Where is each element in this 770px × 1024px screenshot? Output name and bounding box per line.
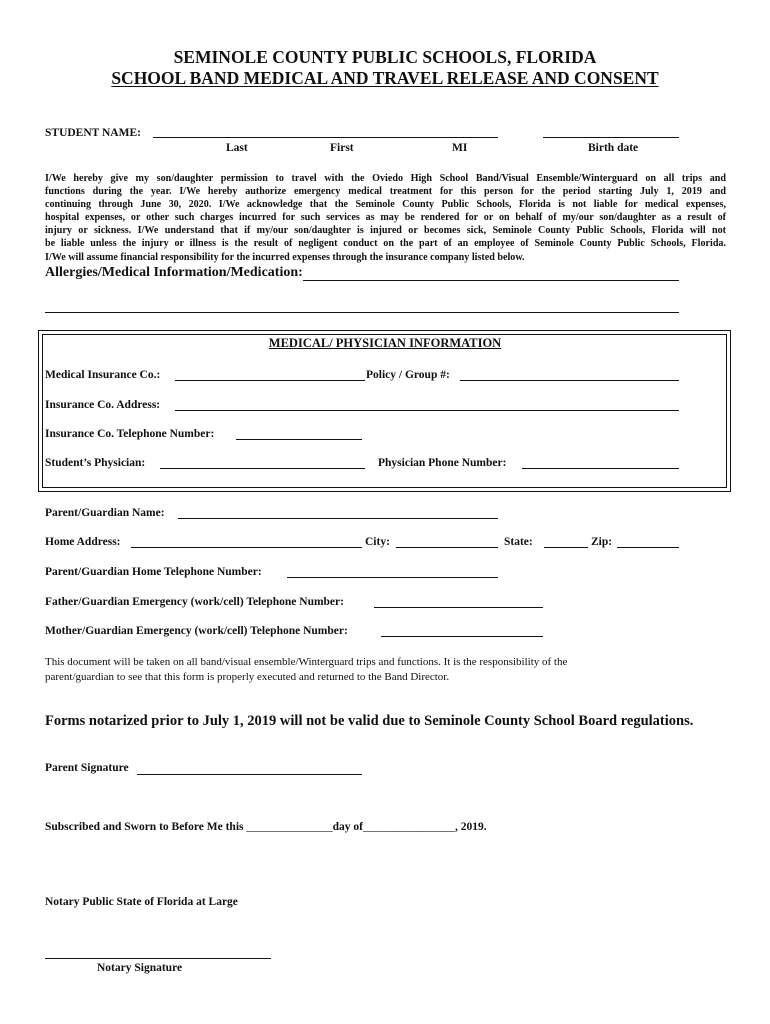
insurance-phone-label: Insurance Co. Telephone Number:: [45, 428, 215, 440]
allergies-field[interactable]: [303, 280, 679, 281]
guardian-name-field[interactable]: [178, 518, 498, 519]
consent-line: continuing through June 30, 2020. I/We acknowledge that the Seminole County Public Schools, Florida is not liable for medical expenses,: [45, 199, 726, 211]
notary-signature-field[interactable]: [45, 958, 271, 959]
sworn-prefix: Subscribed and Sworn to Before Me this: [45, 821, 244, 833]
form-title-line1: SEMINOLE COUNTY PUBLIC SCHOOLS, FLORIDA: [173, 47, 597, 67]
city-label: City:: [365, 536, 390, 548]
note-line: This document will be taken on all band/visual ensemble/Winterguard trips and functions. It is the responsibility of the: [45, 656, 568, 668]
allergies-field-line2[interactable]: [45, 312, 679, 313]
last-name-caption: Last: [226, 142, 248, 154]
sworn-statement: [45, 821, 487, 833]
birth-date-caption: Birth date: [588, 142, 639, 154]
policy-group-label: Policy / Group #:: [366, 369, 450, 381]
form-title-text: SCHOOL BAND MEDICAL AND TRAVEL RELEASE AND CONSENT: [111, 68, 659, 88]
consent-paragraph: [45, 172, 726, 264]
notarization-warning: Forms notarized prior to July 1, 2019 will not be valid due to Seminole County School Board regulations.: [45, 713, 694, 729]
parent-signature-label: Parent Signature: [45, 762, 129, 774]
birth-date-field[interactable]: [543, 137, 679, 138]
form-title-line2: [0, 68, 770, 89]
state-field[interactable]: [544, 547, 588, 548]
father-phone-label: Father/Guardian Emergency (work/cell) Telephone Number:: [45, 596, 344, 608]
insurance-phone-field[interactable]: [236, 439, 362, 440]
consent-line: I/We hereby give my son/daughter permission to travel with the Oviedo High School Band/Visual Ensemble/Winterguard on all trips and: [45, 173, 726, 184]
medical-heading-text: MEDICAL/ PHYSICIAN INFORMATION: [268, 336, 502, 350]
sworn-day-blank[interactable]: _______________: [246, 821, 333, 833]
medical-heading: [0, 336, 770, 351]
allergies-label: Allergies/Medical Information/Medication:: [45, 265, 303, 280]
first-name-caption: First: [330, 142, 354, 154]
home-address-field[interactable]: [131, 547, 362, 548]
sworn-year: , 2019.: [454, 821, 487, 833]
mother-phone-label: Mother/Guardian Emergency (work/cell) Telephone Number:: [45, 625, 348, 637]
zip-field[interactable]: [617, 547, 679, 548]
state-label: State:: [504, 536, 533, 548]
father-phone-field[interactable]: [374, 607, 543, 608]
student-name-label: STUDENT NAME:: [45, 127, 141, 139]
notary-signature-label: Notary Signature: [97, 962, 183, 974]
sworn-day-of: day of: [332, 821, 363, 833]
home-address-label: Home Address:: [45, 536, 121, 548]
physician-phone-field[interactable]: [522, 468, 679, 469]
consent-line: injury or sickness. I/We understand that if my/our son/daughter is injured or becomes sick, Seminole County Public Schools, Florida will not: [45, 225, 726, 237]
responsibility-note: [45, 655, 685, 685]
consent-line: functions during the year. I/We hereby authorize emergency medical treatment for this person for the period starting July 1, 2019 and: [45, 186, 726, 198]
notary-state-label: Notary Public State of Florida at Large: [45, 896, 238, 908]
home-phone-label: Parent/Guardian Home Telephone Number:: [45, 566, 262, 578]
insurance-address-label: Insurance Co. Address:: [45, 399, 161, 411]
middle-initial-caption: MI: [452, 142, 468, 154]
city-field[interactable]: [396, 547, 498, 548]
insurance-company-label: Medical Insurance Co.:: [45, 369, 161, 381]
insurance-company-field[interactable]: [175, 380, 365, 381]
zip-label: Zip:: [591, 536, 613, 548]
note-line: parent/guardian to see that this form is properly executed and returned to the Band Director.: [45, 671, 450, 683]
consent-line: I/We will assume financial responsibility for the incurred expenses through the insurance company listed below.: [45, 251, 525, 263]
physician-phone-label: Physician Phone Number:: [378, 457, 507, 469]
mother-phone-field[interactable]: [381, 636, 543, 637]
home-phone-field[interactable]: [287, 577, 498, 578]
policy-group-field[interactable]: [460, 380, 679, 381]
insurance-address-field[interactable]: [175, 410, 679, 411]
parent-signature-field[interactable]: [137, 774, 362, 775]
physician-label: Student’s Physician:: [45, 457, 146, 469]
guardian-name-label: Parent/Guardian Name:: [45, 507, 165, 519]
sworn-month-blank[interactable]: ________________: [362, 821, 455, 833]
consent-line: hospital expenses, or other such charges incurred for such services as may be rendered for or on behalf of my/our son/daughter as a result of: [45, 212, 726, 224]
physician-field[interactable]: [160, 468, 365, 469]
student-name-field[interactable]: [153, 137, 498, 138]
consent-line: be liable unless the injury or illness is the result of negligent conduct on the part of an employee of Seminole County Public Schools, Florida.: [45, 238, 726, 250]
